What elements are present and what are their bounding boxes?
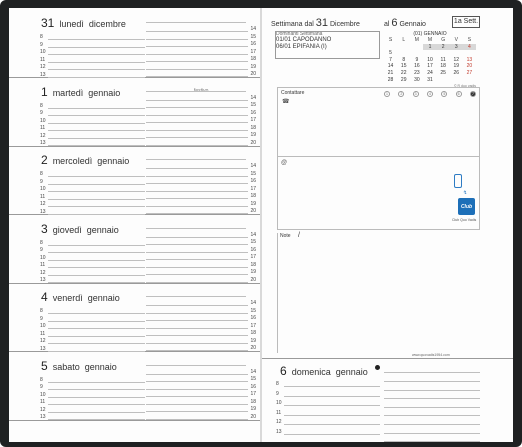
writing-line (48, 70, 145, 78)
hour-label: 8 (40, 239, 43, 246)
writing-line (146, 69, 248, 77)
day-name: venerdì (52, 293, 83, 303)
header-line (146, 365, 246, 366)
hour-label: 13 (40, 414, 46, 421)
writing-line (384, 382, 480, 390)
week-start-day: 31 (315, 17, 329, 29)
calendar-day (437, 77, 450, 84)
weekday-circle: 7 (470, 91, 476, 97)
writing-line (48, 344, 145, 352)
writing-line (384, 408, 480, 416)
hour-label: 19 (250, 406, 256, 413)
day-name: lunedì (59, 19, 84, 29)
hour-row[interactable] (276, 379, 380, 387)
calendar-day: 27 (466, 69, 473, 76)
writing-line-row[interactable] (384, 391, 480, 399)
hour-label: 18 (250, 261, 256, 268)
weekday-circle: 3 (413, 91, 419, 97)
hour-label: 9 (276, 390, 279, 397)
day-name: giovedì (52, 224, 82, 235)
mini-calendar-title: (01) GENNAIO (413, 31, 447, 37)
hour-label: 19 (250, 63, 256, 70)
hour-label: 11 (40, 262, 46, 269)
hour-row[interactable] (276, 427, 380, 435)
calendar-day: 24 (427, 69, 433, 76)
day-block (9, 216, 260, 284)
calendar-day: 29 (400, 76, 407, 83)
day-number: 3 (41, 221, 48, 236)
day-number: 2 (41, 153, 48, 167)
writing-line-row[interactable] (384, 417, 480, 425)
writing-line (48, 138, 145, 146)
calendar-day (450, 50, 463, 57)
hour-label: 17 (250, 254, 256, 261)
writing-line (384, 417, 480, 425)
day-header (41, 16, 126, 30)
day-number: 4 (41, 290, 48, 304)
calendar-day: 9 (415, 56, 419, 63)
hour-label: 10 (40, 254, 46, 261)
writing-line (284, 379, 380, 387)
writing-line-row[interactable] (384, 434, 480, 442)
hour-label: 10 (40, 49, 46, 56)
hour-row[interactable] (146, 206, 256, 214)
hour-label: 12 (40, 132, 46, 139)
writing-line (48, 412, 145, 420)
calendar-day: 8 (402, 56, 406, 63)
hour-label: 10 (276, 400, 282, 407)
calendar-weekday-header: S (467, 37, 472, 43)
hour-label: 12 (276, 419, 282, 426)
hour-label: 16 (250, 246, 256, 253)
hour-label: 13 (40, 140, 46, 147)
calendar-day: 23 (414, 69, 420, 76)
hour-row[interactable] (146, 412, 256, 420)
hour-label: 20 (250, 71, 256, 78)
day-header (280, 364, 368, 378)
header-line (146, 91, 246, 92)
hour-label: 18 (250, 398, 256, 405)
hour-label: 9 (40, 110, 43, 117)
hour-row[interactable] (40, 412, 145, 420)
day-month: dicembre (88, 19, 126, 29)
hour-label: 11 (40, 125, 46, 132)
hour-label: 15 (250, 307, 256, 314)
calendar-weekday-header: S (388, 37, 393, 43)
hour-label: 12 (40, 406, 46, 413)
hour-label: 20 (250, 139, 256, 146)
hour-label: 15 (250, 376, 256, 383)
website-text: www.quovadis1954.com (412, 353, 450, 357)
day-month: gennaio (97, 156, 130, 166)
writing-line (48, 207, 145, 215)
day-header (41, 222, 119, 236)
hour-label: 18 (250, 193, 256, 200)
hour-label: 15 (250, 33, 256, 40)
hour-row[interactable] (276, 398, 380, 406)
pen-icon: / (298, 232, 300, 239)
hour-row[interactable] (146, 343, 256, 351)
notes-frame (277, 233, 480, 353)
week-end (384, 17, 426, 29)
week-number-badge: 1a Sett. (452, 16, 480, 28)
hour-label: 17 (250, 48, 256, 55)
writing-line-row[interactable] (384, 382, 480, 390)
week-end-month: Gennaio (399, 21, 426, 28)
hour-label: 8 (40, 102, 43, 109)
calendar-day: 30 (414, 76, 420, 83)
weekday-circle: 4 (427, 91, 433, 97)
dominant-label: Dominanti Settimana (276, 31, 323, 37)
dominant-week-box (276, 31, 380, 51)
week-end-day: 6 (391, 17, 398, 29)
hour-label: 14 (250, 368, 256, 375)
hour-row[interactable] (40, 207, 145, 215)
day-header (41, 359, 117, 373)
hour-label: 15 (250, 239, 256, 246)
club-label: Club Quo Vadis (452, 218, 477, 222)
notes-area[interactable] (277, 233, 480, 353)
hour-label: 11 (276, 409, 282, 416)
calendar-day: 17 (427, 63, 433, 70)
writing-line (146, 138, 248, 146)
calendar-weekday-header: G (441, 37, 446, 43)
hour-label: 19 (250, 269, 256, 276)
day-name: martedì (52, 87, 84, 98)
hour-label: 15 (250, 170, 256, 177)
hour-label: 8 (276, 381, 279, 388)
hour-label: 18 (250, 56, 256, 63)
weekday-circle: 2 (398, 91, 404, 97)
calendar-day: 31 (427, 76, 433, 83)
hour-label: 12 (40, 201, 46, 208)
hour-label: 16 (250, 109, 256, 116)
hour-label: 16 (250, 41, 256, 48)
hour-label: 14 (250, 94, 256, 101)
hour-row[interactable] (146, 138, 256, 146)
writing-line (146, 343, 248, 351)
calendar-day (397, 44, 410, 51)
calendar-day: 4 (463, 44, 476, 51)
day-number: 31 (41, 16, 55, 30)
day-name: mercoledì (52, 156, 93, 166)
writing-line (284, 408, 380, 416)
writing-line (284, 389, 380, 397)
hour-label: 12 (40, 338, 46, 345)
calendar-day: 18 (440, 63, 446, 70)
hour-label: 10 (40, 186, 46, 193)
day-name: sabato (52, 361, 80, 372)
writing-line (384, 365, 480, 373)
hour-label: 16 (250, 383, 256, 390)
club-logo-icon: Club (458, 198, 475, 215)
hour-row[interactable] (146, 275, 256, 283)
mini-calendar-grid (384, 37, 476, 83)
writing-line (48, 275, 145, 283)
day-month: gennaio (88, 87, 121, 98)
day-number: 6 (280, 364, 287, 378)
hour-label: 18 (250, 124, 256, 131)
calendar-day (423, 50, 436, 57)
phone-icon: ☎ (282, 99, 290, 105)
hour-row[interactable] (40, 275, 145, 283)
calendar-day: 12 (453, 56, 460, 63)
dominant-box-frame (275, 31, 380, 59)
app-sync-icon: ↯ (463, 190, 468, 196)
hour-row[interactable] (276, 408, 380, 416)
writing-line (384, 374, 480, 382)
hour-label: 16 (250, 178, 256, 185)
day-block-sunday (262, 358, 513, 442)
calendar-day: 14 (387, 63, 394, 70)
calendar-day (437, 50, 450, 57)
week-title (271, 17, 360, 29)
hour-label: 9 (40, 247, 43, 254)
hour-label: 11 (40, 330, 46, 337)
hour-label: 8 (40, 308, 43, 315)
hour-label: 11 (40, 399, 46, 406)
week-start-month: Dicembre (329, 21, 360, 28)
hour-label: 14 (250, 163, 256, 170)
calendar-day (397, 50, 410, 57)
hour-label: 16 (250, 315, 256, 322)
notes-label: Note (280, 233, 291, 239)
day-name: domenica (291, 367, 331, 377)
writing-line (284, 417, 380, 425)
calendar-day: 26 (453, 69, 460, 76)
header-line (146, 159, 246, 160)
hour-label: 10 (40, 323, 46, 330)
day-header (41, 85, 120, 99)
day-month: gennaio (84, 361, 117, 372)
day-block (9, 79, 260, 147)
calendar-day (450, 77, 463, 84)
hour-label: 15 (250, 102, 256, 109)
calendar-weekday-header: L (402, 37, 406, 43)
hour-label: 17 (250, 391, 256, 398)
smartphone-icon (454, 174, 462, 188)
day-block (9, 147, 260, 215)
calendar-weekday-header: M (414, 37, 419, 43)
calendar-day: 11 (440, 56, 446, 63)
hour-label: 18 (250, 330, 256, 337)
calendar-day: 19 (453, 63, 460, 70)
hour-label: 20 (250, 208, 256, 215)
calendar-day: 10 (427, 56, 433, 63)
hour-label: 19 (250, 337, 256, 344)
writing-line (384, 434, 480, 442)
hour-label: 17 (250, 322, 256, 329)
hour-label: 13 (40, 277, 46, 284)
calendar-day: 15 (400, 63, 407, 70)
right-page (262, 8, 513, 442)
day-month: gennaio (87, 293, 120, 303)
calendar-day (463, 50, 476, 57)
hour-label: 9 (40, 178, 43, 185)
calendar-day: 2 (437, 44, 450, 51)
hour-label: 13 (276, 428, 282, 435)
hour-label: 13 (40, 208, 46, 215)
hour-label: 12 (40, 269, 46, 276)
calendar-day: 5 (389, 50, 392, 57)
mini-calendar-note: © R duo vadis (453, 84, 476, 89)
writing-line (284, 427, 380, 435)
day-block (9, 10, 260, 78)
calendar-day: 13 (466, 56, 473, 63)
hour-row[interactable] (276, 389, 380, 397)
hour-label: 13 (40, 345, 46, 352)
hour-label: 10 (40, 117, 46, 124)
new-moon-icon (375, 365, 380, 370)
calendar-day: 28 (387, 76, 394, 83)
week-title-prefix: Settimana dal (271, 21, 314, 28)
day-month: gennaio (86, 224, 119, 235)
hour-label: 20 (250, 345, 256, 352)
hour-label: 19 (250, 132, 256, 139)
weekday-circle: 1 (384, 91, 390, 97)
hour-label: 8 (40, 376, 43, 383)
writing-line (284, 398, 380, 406)
hour-label: 11 (40, 193, 46, 200)
calendar-day: 22 (400, 69, 407, 76)
calendar-day (384, 44, 397, 51)
hour-label: 17 (250, 117, 256, 124)
hour-row[interactable] (276, 417, 380, 425)
contacts-box (277, 87, 480, 230)
hour-row[interactable] (40, 138, 145, 146)
hour-label: 8 (40, 34, 43, 41)
hour-label: 13 (40, 71, 46, 78)
writing-line (384, 399, 480, 407)
calendar-day: 1 (423, 44, 436, 51)
hour-row[interactable] (40, 344, 145, 352)
calendar-day: 16 (414, 63, 420, 70)
calendar-day: 3 (450, 44, 463, 51)
contacts-label: Contattare (281, 90, 305, 96)
hour-label: 8 (40, 171, 43, 178)
writing-line (384, 391, 480, 399)
holiday-entry: 01/01 CAPODANNO (276, 37, 332, 43)
calendar-day (410, 50, 423, 57)
calendar-day (410, 44, 423, 51)
hour-label: 10 (40, 391, 46, 398)
day-header (41, 153, 129, 167)
header-line (146, 296, 246, 297)
writing-line (384, 425, 480, 433)
calendar-day: 20 (466, 63, 473, 70)
contacts-divider (278, 156, 479, 157)
hour-label: 20 (250, 413, 256, 420)
calendar-weekday-header: M (427, 37, 433, 43)
writing-line-row[interactable] (384, 374, 480, 382)
hour-label: 20 (250, 276, 256, 283)
holiday-entry: 06/01 EPIFANIA (I) (276, 44, 327, 50)
hour-label: 9 (40, 315, 43, 322)
writing-line (146, 412, 248, 420)
calendar-day (463, 77, 476, 84)
hour-label: 14 (250, 231, 256, 238)
writing-line-row[interactable] (384, 365, 480, 373)
day-month: gennaio (335, 367, 368, 377)
hour-row[interactable] (146, 69, 256, 77)
hour-label: 19 (250, 200, 256, 207)
writing-line-row[interactable] (384, 408, 480, 416)
calendar-weekday-header: V (454, 37, 458, 43)
day-block (9, 284, 260, 352)
hour-label: 9 (40, 41, 43, 48)
day-number: 1 (41, 84, 48, 99)
day-header (41, 290, 120, 304)
writing-line (146, 206, 248, 214)
writing-line (146, 275, 248, 283)
calendar-day: 25 (440, 69, 446, 76)
calendar-day: 21 (387, 69, 394, 76)
hour-label: 14 (250, 300, 256, 307)
hour-label: 9 (40, 384, 43, 391)
writing-line-row[interactable] (384, 399, 480, 407)
writing-line-row[interactable] (384, 425, 480, 433)
hour-label: 14 (250, 26, 256, 33)
hour-row[interactable] (40, 70, 145, 78)
left-page (9, 8, 260, 442)
day-block (9, 353, 260, 421)
hour-label: 11 (40, 56, 46, 63)
week-end-prefix: al (384, 21, 390, 28)
hour-label: 12 (40, 64, 46, 71)
email-icon: @ (281, 160, 288, 166)
weekday-circle: 5 (441, 91, 447, 97)
calendar-day: 7 (389, 56, 392, 63)
day-number: 5 (41, 358, 48, 373)
weekday-circle: 6 (456, 91, 462, 97)
header-line (146, 228, 246, 229)
hour-label: 17 (250, 185, 256, 192)
header-line (146, 22, 246, 23)
